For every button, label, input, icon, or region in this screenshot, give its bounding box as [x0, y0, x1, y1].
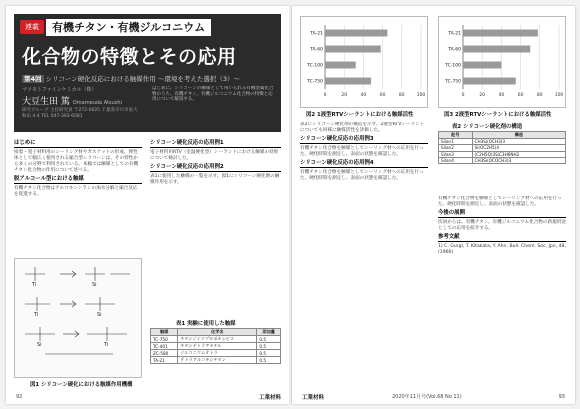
figure-1-caption: 図1 シリコーン硬化における触媒作用機構: [30, 382, 133, 388]
author-address: 研究グループ 主任研究員 〒272-0025 千葉県市川市東大和田 4-4 TEL 047-393-6081: [22, 108, 138, 119]
abstract: はじめに、シリコーンの触媒として用いられる有機金属化合物のうち、有機チタン、有機ジルコニウム化合物の特徴と応用について解説する。: [152, 86, 274, 103]
svg-text:Ti: Ti: [34, 312, 39, 318]
series-badge: 連載: [20, 20, 44, 34]
right-page: [292, 6, 575, 404]
table-header: 添加量: [257, 329, 281, 336]
series-number: 第4回: [24, 75, 42, 83]
table-cell: TC-401: [151, 343, 178, 350]
table-row: [151, 350, 281, 357]
table-cell: チタンジイソプロポキシビス: [178, 336, 257, 343]
svg-text:Ti: Ti: [104, 342, 109, 348]
category-label: TA-60: [448, 47, 461, 53]
bar: [325, 46, 381, 53]
table-header-row: [151, 329, 281, 336]
figure-3-caption: 図3 2液型RTVシーラントにおける触媒活性: [444, 112, 552, 118]
x-tick-label: 40: [498, 93, 505, 98]
x-tick-label: 0: [323, 93, 327, 98]
magazine-logo: 工業材料: [258, 395, 281, 401]
category-label: TA-21: [310, 31, 323, 37]
section-text: 接着・電子材料用のシーリング材やガスケットの形成、弾性体として幅広く使用される縮合型シリコーンは、その特性から多くの分野で利用されている。本稿では触媒としての有機チタン化合物の作用について述べる。: [14, 150, 139, 173]
page-number: 93: [558, 394, 565, 400]
category-label: TA-21: [448, 31, 461, 37]
section-text: 有機チタン化合物を触媒としてシーリング材への応用を行った。硬化時間を測定し、表面の状態を確認した。: [300, 146, 424, 157]
article-header: [14, 14, 281, 132]
section-heading: はじめに: [14, 140, 142, 148]
table-row: [151, 343, 281, 350]
section-text: 有機チタン化合物を触媒としてシーリング材への応用を行った。硬化時間を測定し、表面の状態を確認した。: [300, 170, 424, 181]
table-cell: TC-750: [151, 336, 178, 343]
bar: [463, 62, 501, 69]
series-subtitle: シリコーン硬化反応における触媒作用 〜環境を考えた選択（3）〜: [45, 75, 240, 83]
figure-3: [438, 16, 566, 108]
figure-2-caption: 図2 1液型RTVシーラントにおける触媒活性: [306, 112, 414, 118]
table-1: [150, 328, 281, 364]
table-header: 触媒: [151, 329, 178, 336]
svg-text:Si: Si: [37, 342, 42, 348]
reference-heading: 参考文献: [438, 234, 566, 242]
x-tick-label: 100: [416, 93, 426, 98]
bar: [463, 30, 538, 37]
table-header-row: [439, 132, 566, 139]
table-row: [439, 157, 566, 163]
section-text: 電子材料用RTV（室温硬化型）シーラントにおける触媒の効果について検討した。: [150, 150, 279, 161]
bar: [325, 62, 356, 69]
issue-info: 2020年11月号(Vol.68 No.11): [392, 394, 462, 400]
table-2-caption: 表2 シリコーン硬化剤の構造: [452, 124, 523, 130]
right-column-1: [300, 122, 428, 382]
svg-text:Si: Si: [97, 312, 102, 318]
table-cell: TA-21: [151, 357, 178, 364]
table-cell: ジルコニウムテトラ: [178, 350, 257, 357]
bar: [463, 46, 530, 53]
chart-3: [439, 17, 567, 109]
table-cell: Si(OC2H5)4: [472, 145, 565, 151]
x-tick-label: 40: [360, 93, 367, 98]
table-cell: Silan1: [439, 139, 473, 145]
section-heading: シリコーン硬化反応の応用例1: [150, 140, 281, 148]
table-header: 構造: [472, 132, 565, 139]
reference-text: 1) C. Gurgl, T. Kitakata, Y. Ahn: Bull. Chem. Soc. Jpn, 48, (1966): [438, 244, 566, 255]
category-label: TC-750: [307, 79, 323, 85]
table-cell: 0.5: [257, 357, 281, 364]
figure-1: [14, 258, 142, 378]
x-tick-label: 60: [517, 93, 524, 98]
table-cell: CH3Si(OCOCH3)3: [472, 157, 565, 163]
table-header: 化学名: [178, 329, 257, 336]
bar: [325, 30, 387, 37]
category-label: TC-750: [445, 79, 461, 85]
table-cell: チタンテトラアセチル: [178, 343, 257, 350]
table-cell: Silan2: [439, 145, 473, 151]
section-heading: シリコーン硬化反応の応用例3: [300, 136, 428, 144]
table-1-caption: 表1 実験に使用した触媒: [176, 321, 236, 327]
affiliation: マツモトファインケミカル（株）: [22, 87, 97, 93]
left-page: [6, 6, 289, 404]
reaction-diagram: [15, 259, 143, 369]
title-band: 有機チタン・有機ジルコニウム: [46, 19, 211, 36]
bar: [325, 78, 371, 85]
x-tick-label: 20: [341, 93, 348, 98]
section-heading: シリコーン硬化反応の応用例2: [150, 164, 281, 172]
x-tick-label: 20: [479, 93, 486, 98]
x-tick-label: 0: [461, 93, 465, 98]
x-tick-label: 100: [554, 93, 564, 98]
category-label: TC-100: [445, 63, 461, 69]
table-cell: 0.5: [257, 343, 281, 350]
x-tick-label: 60: [379, 93, 386, 98]
section-text: 次回からは、有機チタン、有機ジルコニウム化合物の新規用途としての応用を紹介する。: [438, 220, 566, 231]
section-heading: シリコーン硬化反応の応用例4: [300, 160, 428, 168]
x-tick-label: 80: [536, 93, 543, 98]
author-romaji: Omameuda Atsushi: [72, 100, 122, 106]
table-header: 記号: [439, 132, 473, 139]
table-cell: Silan4: [439, 157, 473, 163]
section-heading: 今後の展開: [438, 210, 566, 218]
author-name: [22, 94, 122, 107]
table-2: [438, 131, 566, 164]
left-column-1: [14, 138, 142, 258]
author-kanji: 大豆生田 篤: [22, 97, 70, 107]
series-line: [22, 74, 240, 83]
x-tick-label: 80: [398, 93, 405, 98]
main-title: 化合物の特徴とその応用: [22, 46, 237, 68]
table-cell: ZC-580: [151, 350, 178, 357]
table-cell: 0.5: [257, 350, 281, 357]
bar: [463, 78, 516, 85]
svg-text:Si: Si: [92, 282, 97, 288]
table-cell: テトラアルコキシチタン: [178, 357, 257, 364]
section-text: 表2にシリコーン硬化剤の構造を示す。2液型RTVシーラントについても同様に触媒活性を評価した。: [300, 122, 425, 133]
left-column-2: [150, 138, 281, 316]
section-text: 有機チタン化合物を触媒としてシーリング材への応用を行った。硬化時間を測定し、表面の状態を確認した。: [438, 196, 562, 207]
table-cell: 0.5: [257, 336, 281, 343]
category-label: TA-60: [310, 47, 323, 53]
table-row: [151, 336, 281, 343]
svg-text:Ti: Ti: [32, 282, 37, 288]
table-cell: (C2H5O)3SiC3H6NH2: [472, 151, 565, 157]
figure-2: [300, 16, 428, 108]
chart-2: [301, 17, 429, 109]
right-column-2: [438, 196, 566, 382]
page-number: 92: [16, 394, 23, 400]
table-row: [151, 357, 281, 364]
table-cell: Silan3: [439, 151, 473, 157]
section-text: 有機チタン化合物はアルコキシシランの加水分解と縮合反応を促進する。: [14, 186, 138, 197]
category-label: TC-100: [307, 63, 323, 69]
magazine-logo: 工業材料: [302, 395, 325, 401]
section-text: 表1に使用した触媒の一覧を示す。図1にシリコーン硬化剤の触媒作用を示す。: [150, 174, 280, 185]
table-cell: CH3Si(OCH3)3: [472, 139, 565, 145]
section-heading: 脱アルコール型における触媒: [14, 176, 142, 184]
